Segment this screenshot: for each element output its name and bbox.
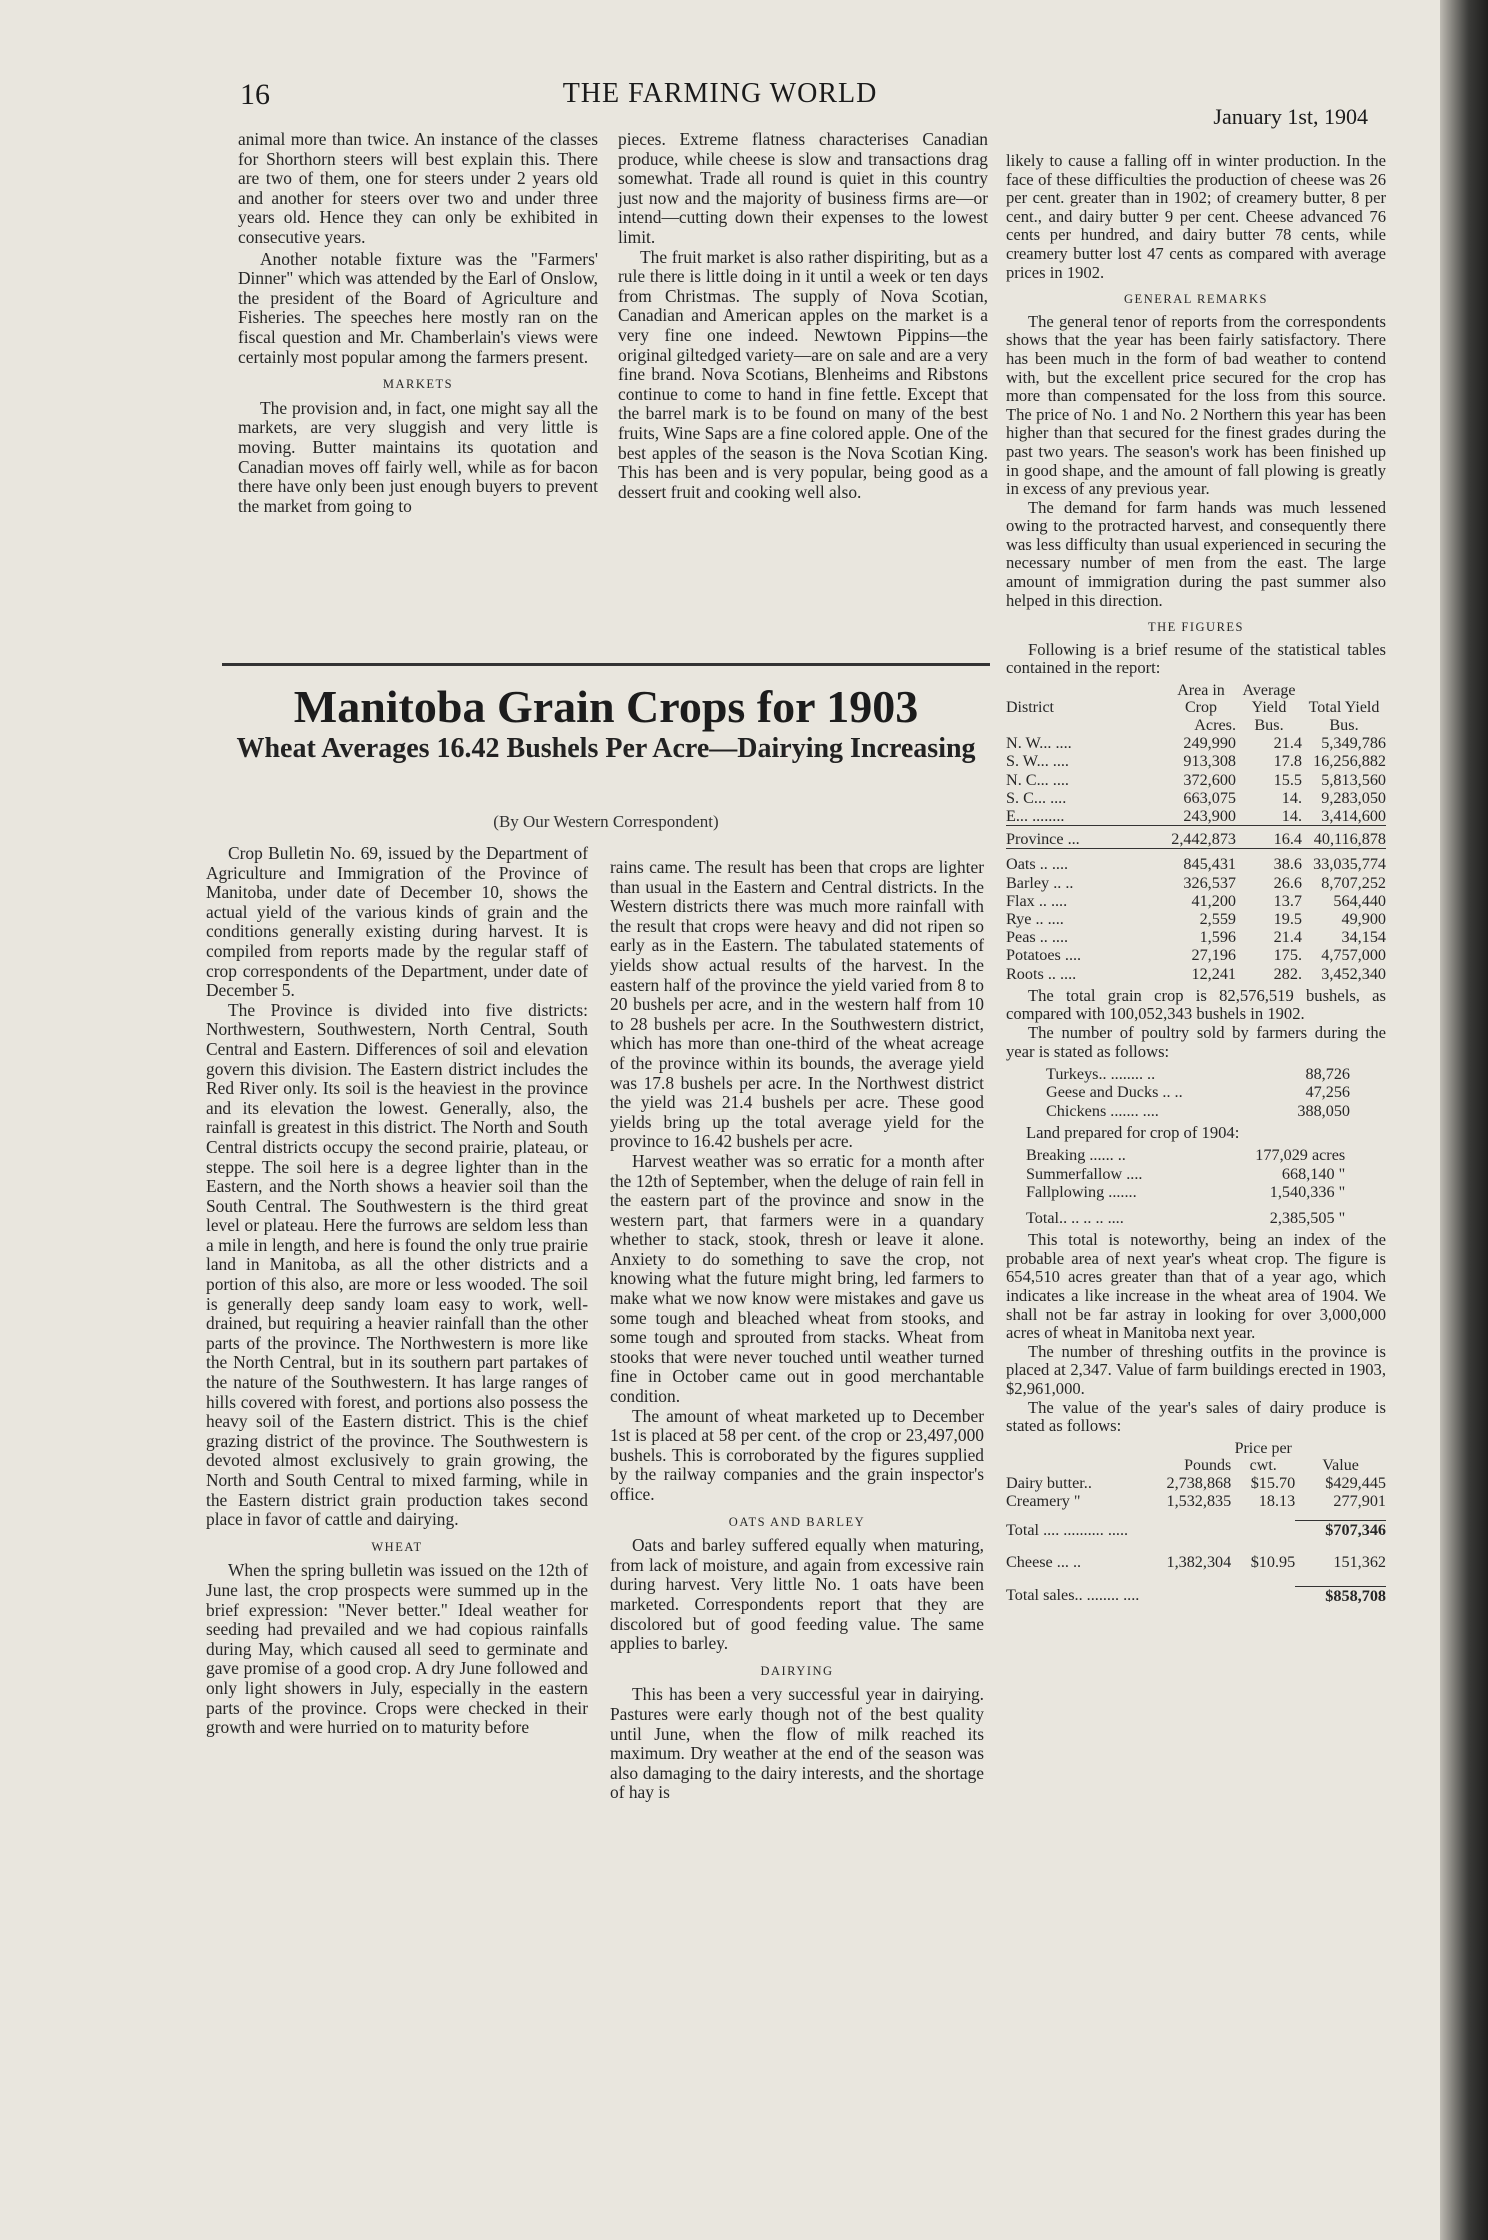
table-cell: 1,382,304 xyxy=(1166,1553,1232,1572)
table-row xyxy=(1046,1102,1350,1120)
section-heading-markets: MARKETS xyxy=(382,377,454,392)
table-cell: Total.. .. .. .. .... xyxy=(1026,1209,1124,1228)
paragraph: rains came. The result has been that crops are lighter than usual in the Eastern and Central districts. In the Western districts there was much more rainfall with the result that crops were heavy and did not ripen so early as in the Eastern. The tabulated statements of yields show actual results of the harvest. In the eastern half of the province the yield varied from 8 to 20 bushels per acre, and in the western half from 10 to 28 bushels per acre. In the Southwestern district, which has more than one-third of the wheat acreage of the province within its bounds, the average yield was 17.8 bushels per acre. In the Northwest district the yield was 21.4 bushels per acre. These good yields bring up the total average yield for the province to 16.42 bushels per acre. xyxy=(610,857,984,1152)
table-row xyxy=(1006,734,1386,752)
table-cell: 249,990 xyxy=(1183,734,1236,753)
table-cell: 14. xyxy=(1281,788,1302,807)
table-header: Average Yield xyxy=(1242,682,1296,717)
table-cell: 34,154 xyxy=(1341,928,1386,947)
table-header: Pounds xyxy=(1184,1456,1232,1474)
table-header: Total Yield xyxy=(1308,699,1380,717)
table-cell: 21.4 xyxy=(1273,928,1302,947)
paragraph: Harvest weather was so erratic for a month after the 12th of September, when the deluge of rain fell in the eastern part of the province and snow in the western part, that farmers were in a quandary whether to stack, stook, thresh or leave it alone. Anxiety to do something to save the crop, not knowing what the future might bring, led farmers to make what we now know were mistakes and gave us some tough and bleached wheat from stooks, and some tough and sprouted from stacks. Wheat from stooks that were never touched until weather turned fine in October came out in good merchantable condition. xyxy=(610,1150,984,1407)
table-row xyxy=(1006,965,1386,983)
table-row xyxy=(1026,1146,1345,1164)
paragraph: Another notable fixture was the "Farmers' Dinner" which was attended by the Earl of Onslow, the president of the Board of Agriculture and Fisheries. The speeches here mostly ran on the fiscal question and Mr. Chamberlain's views were certainly most popular among the farmers present. xyxy=(238,248,598,367)
paragraph: pieces. Extreme flatness characterises Canadian produce, while cheese is slow and transactions drag somewhat. Trade all round is quiet in this country just now and the majority of business firms are—or intend—cutting down their expenses to the lowest limit. xyxy=(618,129,988,247)
article-subtitle: Wheat Averages 16.42 Bushels Per Acre—Dairying Increasing xyxy=(236,733,976,764)
paragraph: The fruit market is also rather dispiriting, but as a rule there is little doing in it until a week or ten days from Christmas. The supply of Nova Scotian, Canadian and American apples on the market is a very fine one indeed. Newtown Pippins—the original giltedged variety—are on sale and are a very fine brand. Nova Scotians, Blenheims and Ribstons continue to come to hand in fine fettle. Except that the barrel mark is to be found on many of the best fruits, Wine Saps are a fine colored apple. One of the best apples of the season is the Nova Scotian King. This has been and is very popular, being good as a dessert fruit and cooking well also. xyxy=(618,246,988,502)
column-1-bottom xyxy=(206,844,588,1738)
table-cell: 16,256,882 xyxy=(1313,752,1386,771)
table-cell: N. W... .... xyxy=(1006,734,1072,753)
table-cell: Cheese ... .. xyxy=(1006,1553,1082,1572)
table-cell: Flax .. .... xyxy=(1006,891,1068,910)
paragraph: The provision and, in fact, one might say all the markets, are very sluggish and very little is moving. Butter maintains its quotation and Canadian moves off fairly well, while as for bacon there have only been just enough buyers to prevent the market from going to xyxy=(238,397,598,516)
table-cell: Total .... .......... ..... xyxy=(1006,1520,1129,1539)
table-cell: Breaking ...... .. xyxy=(1026,1146,1126,1165)
paragraph: likely to cause a falling off in winter production. In the face of these difficulties the production of cheese was 26 per cent. greater than in 1902; of creamery butter, 8 per cent., and dairy butter 9 per cent. Cheese advanced 76 cents per hundred, and dairy butter 78 cents, while creamery butter lost 47 cents as compared with average prices in 1902. xyxy=(1006,151,1386,282)
issue-date: January 1st, 1904 xyxy=(1213,104,1368,129)
paragraph: animal more than twice. An instance of the classes for Shorthorn steers will best explain this. There are two of them, one for steers under 2 years old and another for steers over two and under three years old. Hence they can only be exhibited in consecutive years. xyxy=(238,129,598,247)
page-number: 16 xyxy=(240,78,270,111)
paragraph: Oats and barley suffered equally when maturing, from lack of moisture, and again from excessive rain during harvest. Very little No. 1 oats have been marketed. Correspondents report that they are discolored but of good feeding value. The same applies to barley. xyxy=(610,1535,984,1654)
table-cell: 668,140 " xyxy=(1281,1164,1346,1183)
table-cell: S. W... .... xyxy=(1006,752,1069,771)
table-row xyxy=(1006,789,1386,807)
table-cell: 47,256 xyxy=(1305,1083,1350,1102)
table-cell: 372,600 xyxy=(1183,770,1236,789)
land-table xyxy=(1026,1146,1345,1227)
table-cell: 38.6 xyxy=(1273,855,1302,874)
page-edge-shadow xyxy=(1440,0,1488,2240)
table-row xyxy=(1046,1065,1350,1083)
table-cell: 88,726 xyxy=(1305,1065,1350,1084)
article-byline: (By Our Western Correspondent) xyxy=(493,812,719,831)
table-cell: 282. xyxy=(1273,964,1302,983)
table-cell: Total sales.. ........ .... xyxy=(1006,1586,1140,1605)
table-cell: 2,738,868 xyxy=(1166,1473,1232,1492)
crop-table xyxy=(1006,682,1386,983)
column-1-top xyxy=(238,130,598,516)
table-cell: Creamery " xyxy=(1006,1492,1081,1510)
table-cell: Turkeys.. ........ .. xyxy=(1046,1065,1156,1084)
table-cell: Chickens ....... .... xyxy=(1046,1101,1159,1120)
table-cell: Rye .. .... xyxy=(1006,910,1064,929)
paragraph: The number of poultry sold by farmers during the year is stated as follows: xyxy=(1006,1023,1386,1061)
table-cell: 19.5 xyxy=(1273,910,1302,929)
land-heading: Land prepared for crop of 1904: xyxy=(1026,1122,1240,1142)
table-cell: Fallplowing ....... xyxy=(1026,1182,1137,1201)
table-row xyxy=(1006,928,1386,946)
table-cell: 5,813,560 xyxy=(1321,770,1386,789)
table-header: District xyxy=(1006,699,1054,717)
table-cell: $10.95 xyxy=(1250,1553,1296,1572)
table-cell: Potatoes .... xyxy=(1006,946,1082,965)
table-cell: Bus. xyxy=(1329,716,1359,735)
horizontal-rule xyxy=(222,663,990,666)
table-cell: 4,757,000 xyxy=(1321,946,1386,965)
section-heading-oats-barley: OATS AND BARLEY xyxy=(728,1514,866,1529)
section-heading-figures: THE FIGURES xyxy=(1147,620,1245,635)
table-cell: 913,308 xyxy=(1183,752,1236,771)
table-cell: 663,075 xyxy=(1183,788,1236,807)
table-row xyxy=(1006,771,1386,789)
table-cell: 26.6 xyxy=(1273,873,1302,892)
table-cell: 2,559 xyxy=(1199,910,1236,929)
column-2-top xyxy=(618,130,988,502)
table-row xyxy=(1006,1492,1386,1510)
table-row xyxy=(1006,752,1386,770)
table-row xyxy=(1046,1083,1350,1101)
table-cell: E... ........ xyxy=(1006,807,1065,826)
table-row xyxy=(1006,826,1386,849)
table-cell: 15.5 xyxy=(1273,770,1302,789)
table-row xyxy=(1006,874,1386,892)
poultry-table xyxy=(1046,1065,1350,1120)
column-3 xyxy=(1006,152,1386,1609)
table-row xyxy=(1006,855,1386,873)
table-cell: 5,349,786 xyxy=(1321,734,1386,753)
publication-title: THE FARMING WORLD xyxy=(562,78,878,109)
table-cell: 175. xyxy=(1273,946,1302,965)
table-cell: 1,596 xyxy=(1199,928,1236,947)
paragraph: The general tenor of reports from the correspondents shows that the year has been fairly satisfactory. There has been much in the form of bad weather to contend with, but the excellent price secured for the crop has more than compensated for the loss from this source. The price of No. 1 and No. 2 Northern this year has been higher than that secured for the finest grades during the past two years. The season's work has been finished up in good shape, and the amount of fall plowing is greatly in excess of any previous year. xyxy=(1006,311,1386,499)
paragraph: The amount of wheat marketed up to December 1st is placed at 58 per cent. of the crop or 23,497,000 bushels. This is corroborated by the figures supplied by the railway companies and the grain inspector's office. xyxy=(610,1405,984,1504)
dairy-table xyxy=(1006,1440,1386,1605)
table-cell: 243,900 xyxy=(1183,807,1236,826)
table-cell: 16.4 xyxy=(1236,826,1302,849)
table-row xyxy=(1006,1474,1386,1492)
table-cell: 1,532,835 xyxy=(1166,1492,1232,1510)
table-cell: Peas .. .... xyxy=(1006,928,1069,947)
paragraph: The total grain crop is 82,576,519 bushels, as compared with 100,052,343 bushels in 1902. xyxy=(1006,985,1386,1024)
table-row xyxy=(1006,807,1386,826)
table-cell: 845,431 xyxy=(1183,855,1236,874)
paragraph: The number of threshing outfits in the province is placed at 2,347. Value of farm buildings erected in 1903, $2,961,000. xyxy=(1006,1341,1386,1399)
table-cell xyxy=(1006,716,1166,734)
paragraph: Crop Bulletin No. 69, issued by the Department of Agriculture and Immigration of the Province of Manitoba, under date of December 10, shows the actual yield of the various kinds of grain and the conditions generally existing during harvest. It is compiled from reports made by the regular staff of crop correspondents of the Department, under date of December 5. xyxy=(206,843,588,1001)
table-cell: 564,440 xyxy=(1333,891,1386,910)
paragraph: The demand for farm hands was much lessened owing to the protracted harvest, and consequently there was less difficulty than usual experienced in securing the necessary number of men from the east. The large amount of immigration during the past summer also helped in this direction. xyxy=(1006,497,1386,610)
table-row xyxy=(1026,1209,1345,1227)
table-cell: 151,362 xyxy=(1333,1553,1386,1572)
section-heading-wheat: WHEAT xyxy=(371,1539,423,1554)
section-heading-dairying: DAIRYING xyxy=(760,1663,834,1678)
table-cell: 277,901 xyxy=(1333,1492,1386,1510)
table-cell: 40,116,878 xyxy=(1302,826,1386,849)
table-cell: 33,035,774 xyxy=(1313,855,1386,874)
table-cell: 14. xyxy=(1281,807,1302,826)
table-cell: Acres. xyxy=(1194,716,1236,735)
table-cell: Oats .. .... xyxy=(1006,855,1069,874)
column-2-bottom xyxy=(610,858,984,1803)
table-cell: Geese and Ducks .. .. xyxy=(1046,1083,1183,1102)
table-cell: Summerfallow .... xyxy=(1026,1164,1143,1183)
table-cell: $858,708 xyxy=(1295,1586,1386,1605)
table-cell: 326,537 xyxy=(1183,873,1236,892)
table-cell: 9,283,050 xyxy=(1321,788,1386,807)
paragraph: The Province is divided into five districts: Northwestern, Southwestern, North Central, South Central and Eastern. Differences of soil and elevation govern this division. The Eastern district includes the Red River only. Its soil is the heaviest in the province and its elevation the lowest. Generally, also, the rainfall is greatest in this district. The North and South Central districts occupy the second prairie, plateau, or steppe. The soil here is a degree lighter than in the Eastern, and the North shows a heavier soil than the South Central. The Southwestern is the third great level or plateau. Here the furrows are seldom less than a mile in length, and here is found the only true prairie land in Manitoba, as all the other districts and a portion of this also, are more or less wooded. The soil is generally deep sandy loam easy to work, well-drained, but requiring a heavier rainfall than the other parts of the province. The Northwestern is more like the North Central, but in its southern part partakes of the nature of the Southwestern. It has large ranges of hills covered with forest, and portions also possess the heavy soil of the Eastern district. This is the chief grazing district of the province. The Southwestern is devoted almost exclusively to grain growing, the North and South Central to mixed farming, while in the Eastern district grain production takes second place in favor of cattle and dairying. xyxy=(206,999,588,1530)
table-row xyxy=(1026,1183,1345,1201)
table-cell: $429,445 xyxy=(1325,1473,1386,1492)
table-cell: 2,442,873 xyxy=(1166,826,1236,849)
table-cell: 1,540,336 " xyxy=(1269,1182,1346,1201)
table-row xyxy=(1006,910,1386,928)
table-cell: 2,385,505 " xyxy=(1269,1209,1346,1228)
table-cell: 12,241 xyxy=(1191,964,1236,983)
paragraph: This total is noteworthy, being an index of the probable area of next year's wheat crop. The figure is 654,510 acres greater than that of a year ago, which indicates a like increase in the wheat area of 1904. We shall not be far astray in looking for over 3,000,000 acres of wheat in Manitoba next year. xyxy=(1006,1230,1386,1343)
table-row xyxy=(1006,1521,1386,1540)
table-cell: Barley .. .. xyxy=(1006,873,1074,892)
table-row xyxy=(1006,946,1386,964)
table-cell: Dairy butter.. xyxy=(1006,1473,1092,1492)
table-cell: $707,346 xyxy=(1295,1521,1386,1540)
table-row xyxy=(1006,1553,1386,1571)
table-cell: 17.8 xyxy=(1273,752,1302,771)
table-cell: N. C... .... xyxy=(1006,770,1069,789)
table-cell: 388,050 xyxy=(1297,1101,1350,1120)
paragraph: When the spring bulletin was issued on the 12th of June last, the crop prospects were summed up in the brief expression: "Never better." Ideal weather for seeding had prevailed and we had copious rainfalls during May, which caused all seed to germinate and gave promise of a good crop. A dry June followed and only light showers in July, especially in the eastern parts of the province. Crops were checked in their growth and were hurried on to maturity before xyxy=(206,1560,588,1738)
table-cell: Province ... xyxy=(1006,826,1166,849)
table-cell: 21.4 xyxy=(1273,734,1302,753)
table-row xyxy=(1006,1586,1386,1605)
paragraph: The value of the year's sales of dairy produce is stated as follows: xyxy=(1006,1397,1386,1436)
table-header xyxy=(1006,1440,1134,1474)
table-cell: $15.70 xyxy=(1250,1473,1296,1492)
table-header: Value xyxy=(1322,1456,1359,1474)
table-cell: 27,196 xyxy=(1191,946,1236,965)
table-cell: S. C... .... xyxy=(1006,788,1067,807)
table-cell: 13.7 xyxy=(1273,891,1302,910)
section-heading-general-remarks: GENERAL REMARKS xyxy=(1124,292,1268,307)
table-header: Area in Crop xyxy=(1177,682,1225,717)
table-cell: 3,452,340 xyxy=(1321,964,1386,983)
table-row xyxy=(1006,892,1386,910)
table-cell: 8,707,252 xyxy=(1321,873,1386,892)
paragraph: This has been a very successful year in dairying. Pastures were early though not of the best quality until June, when the flow of milk reached its maximum. Dry weather at the end of the season was also damaging to the dairy interests, and the shortage of hay is xyxy=(610,1684,984,1803)
table-cell: Roots .. .... xyxy=(1006,964,1077,983)
table-cell: 41,200 xyxy=(1191,891,1236,910)
table-cell: Bus. xyxy=(1254,716,1284,735)
table-header: Price per cwt. xyxy=(1234,1439,1292,1474)
table-cell: 49,900 xyxy=(1341,910,1386,929)
article-title: Manitoba Grain Crops for 1903 xyxy=(293,681,919,732)
table-cell: 18.13 xyxy=(1258,1492,1296,1510)
table-row xyxy=(1026,1165,1345,1183)
table-cell: 3,414,600 xyxy=(1321,807,1386,826)
table-cell: 177,029 acres xyxy=(1255,1146,1346,1165)
paragraph: Following is a brief resume of the statistical tables contained in the report: xyxy=(1006,639,1386,678)
